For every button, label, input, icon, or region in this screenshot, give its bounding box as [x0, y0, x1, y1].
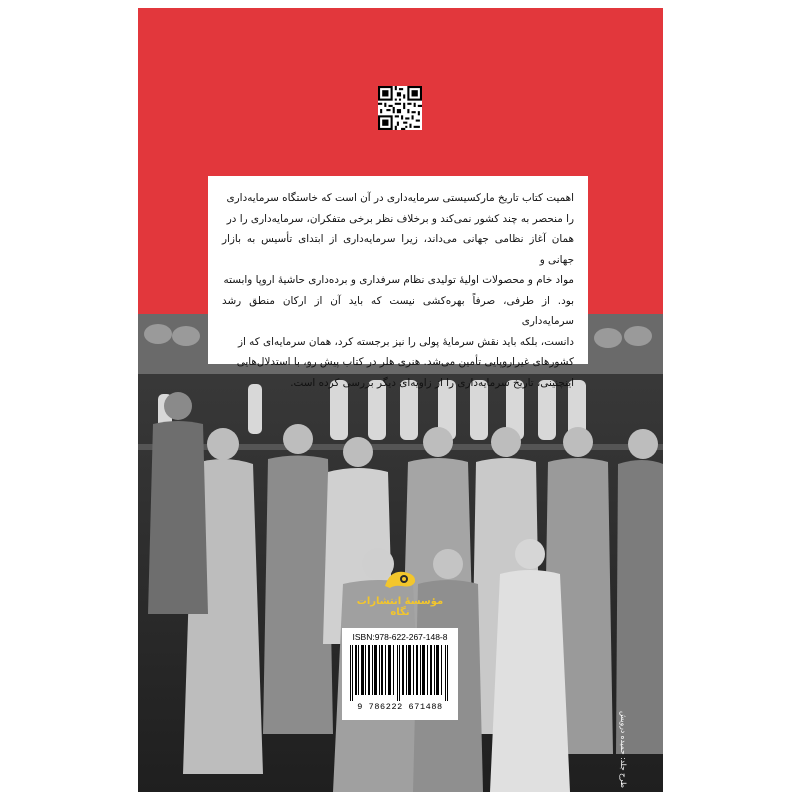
book-back-cover	[138, 8, 663, 792]
description-line: اهمیت کتاب تاریخ مارکسیستی سرمایه‌داری در آن است که خاستگاه سرمایه‌داری	[226, 192, 574, 204]
description-box	[208, 176, 588, 389]
description-line: بود. از طرفی، صرفاً بهره‌کشی نیست که باید آن از ارکان منطق رشد سرمایه‌داری	[222, 294, 574, 327]
description-line: دانست، بلکه باید نقش سرمایهٔ پولی را نیز برجسته کرد، همان سرمایه‌ای که از	[237, 335, 574, 348]
publisher-logo	[350, 568, 450, 624]
description-line: مواد خام و محصولات اولیهٔ تولیدی نظام سرفداری و برده‌داری حاشیهٔ اروپا وابسته	[223, 274, 574, 286]
description-line: را منحصر به چند کشور نمی‌کند و برخلاف نظر برخی متفکران، سرمایه‌داری را در	[226, 212, 574, 225]
qr-code-icon	[378, 86, 422, 130]
isbn-label: ISBN:978-622-267-148-8	[352, 632, 448, 642]
designer-credit: طرح جلد: حمیده درویش	[619, 710, 628, 788]
barcode-panel	[342, 628, 458, 720]
description-line: کشورهای غیراروپایی تأمین می‌شد. هنری هلر در کتاب پیش رو، با استدلال‌هایی	[236, 356, 574, 368]
publisher-name: مؤسسهٔ انتشارات نگاه	[356, 596, 444, 618]
description-line: اینچنینی، تاریخ سرمایه‌داری را از زاویه‌ای دیگر بررسی کرده است.	[290, 376, 574, 389]
barcode-number: 9 786222 671488	[357, 702, 443, 712]
qr-code-graphic	[378, 86, 422, 130]
description-line: همان آغاز نظامی جهانی می‌داند، زیرا سرمایه‌داری از ابتدای تأسیس به بازار جهانی و	[222, 233, 574, 266]
publisher-emblem-icon	[382, 568, 418, 590]
barcode-graphic	[348, 645, 452, 701]
